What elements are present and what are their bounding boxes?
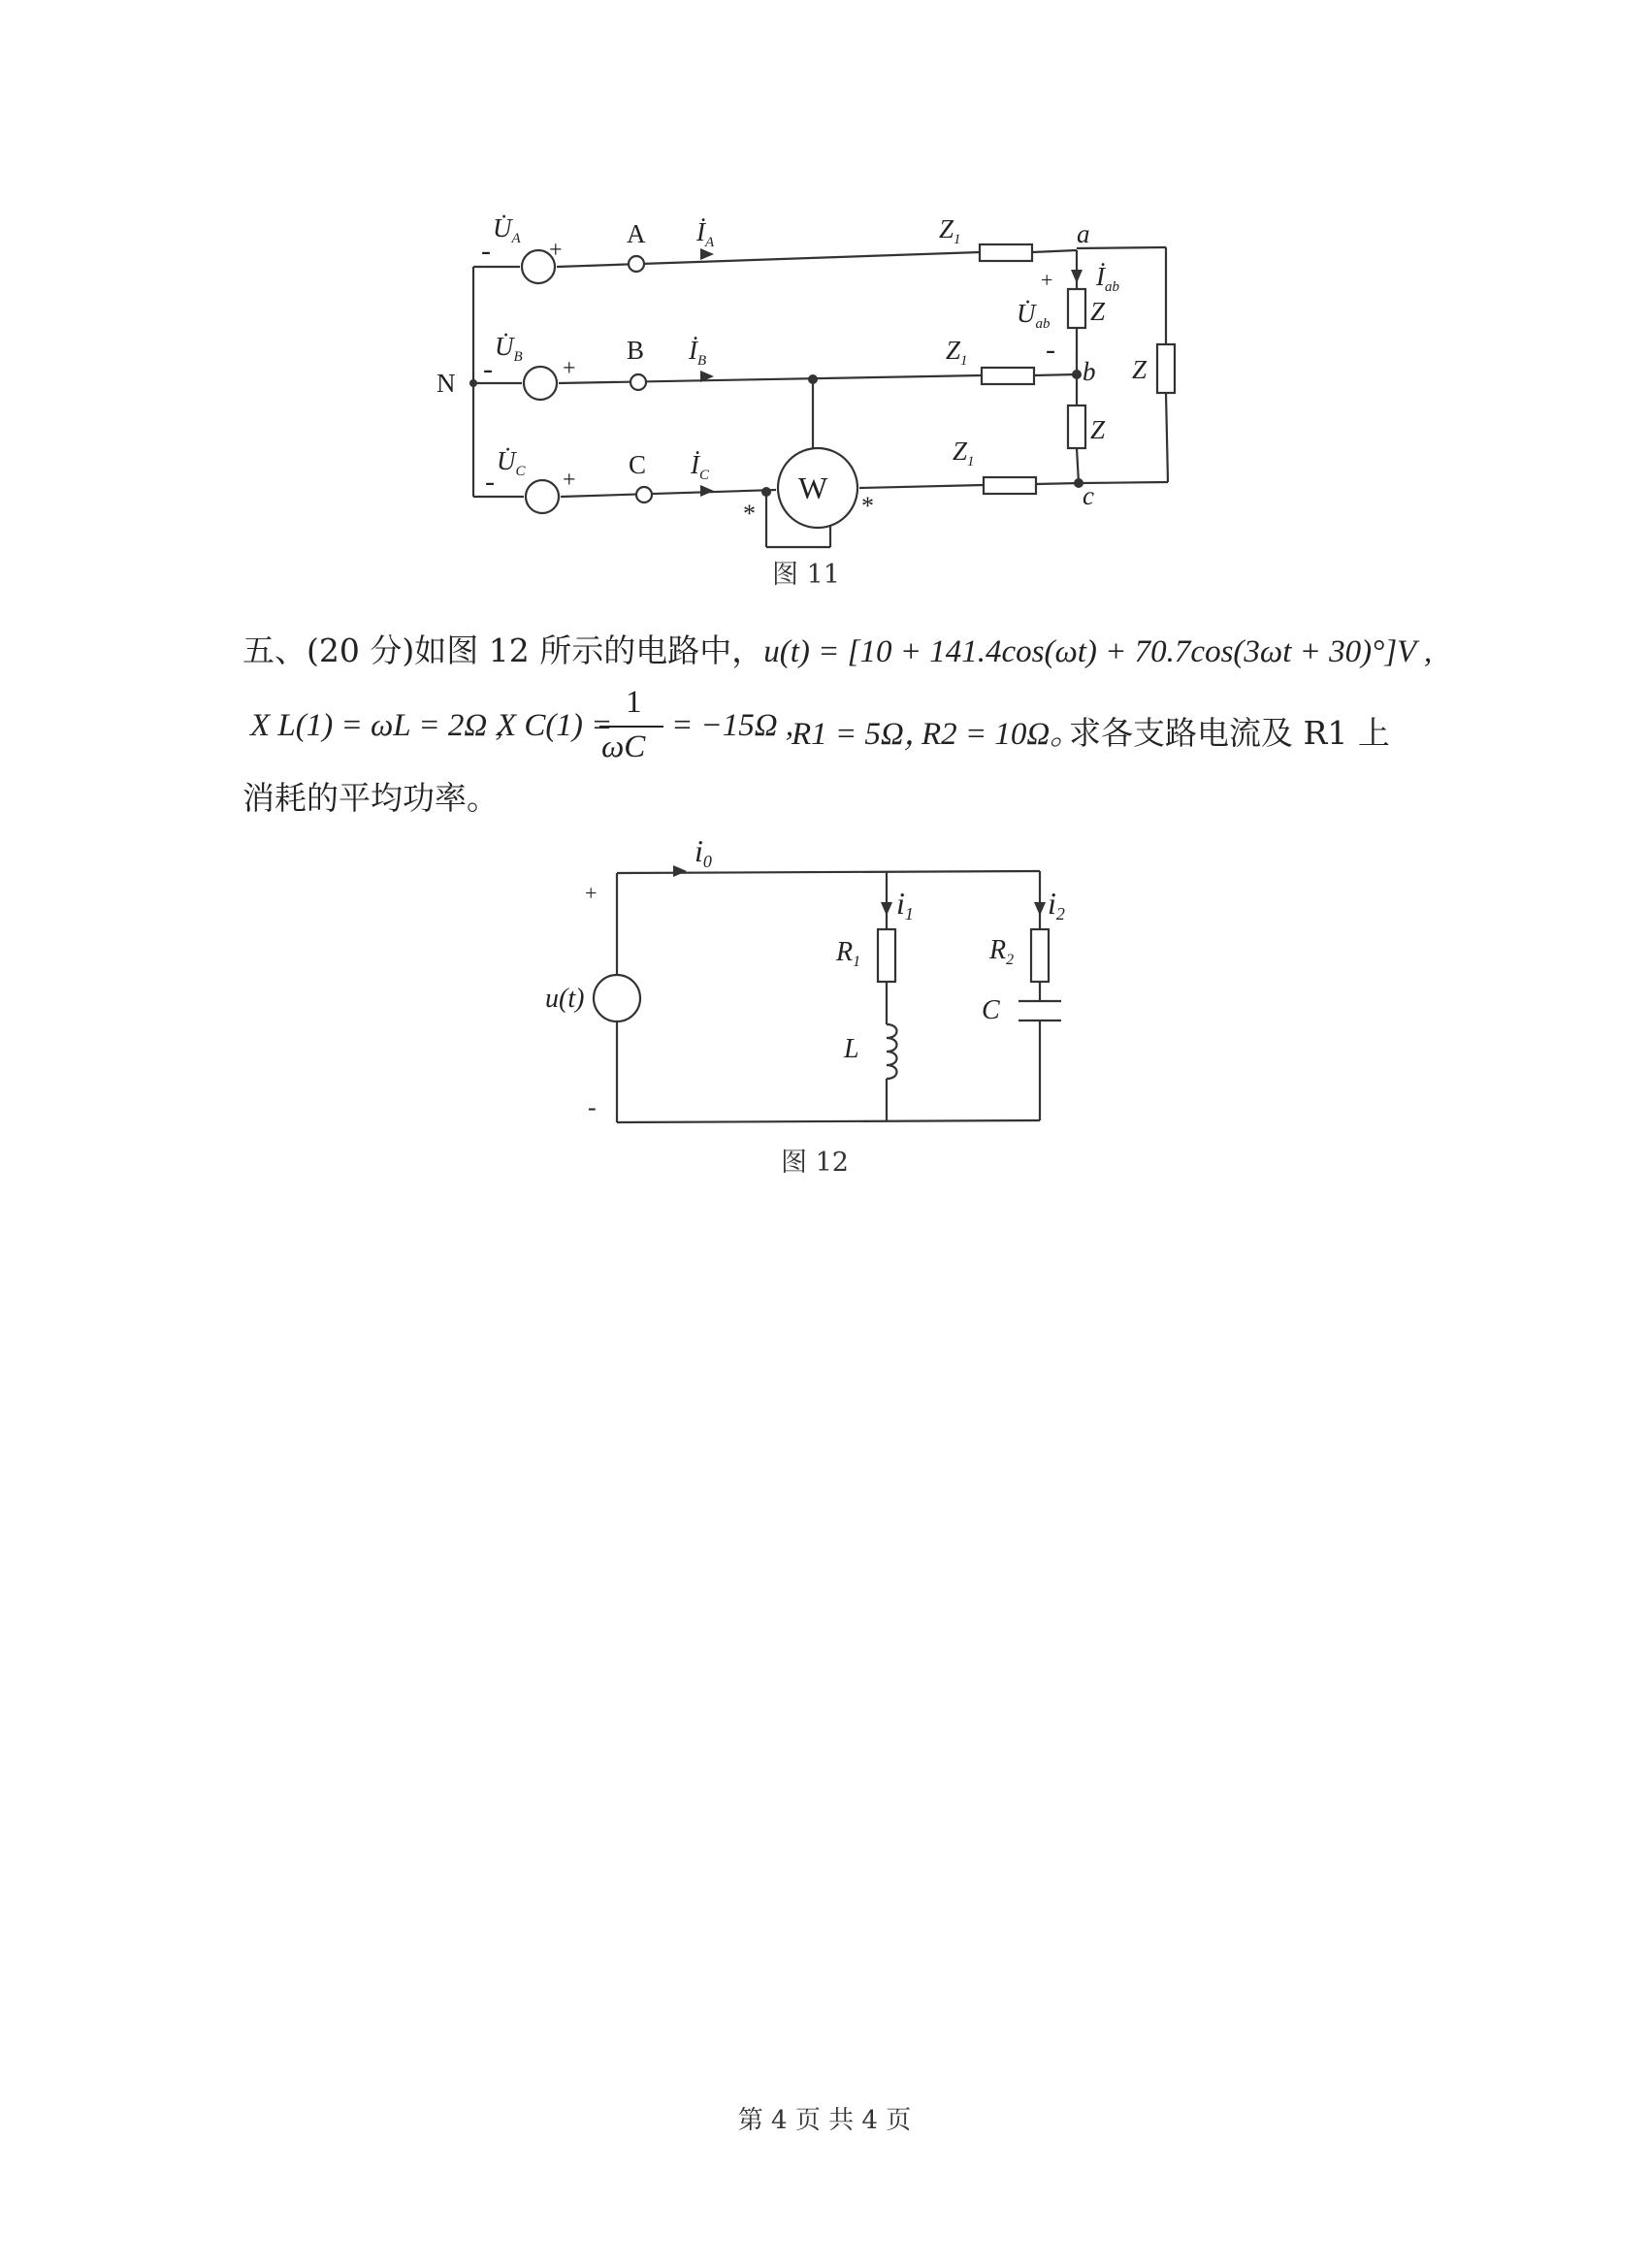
svg-text:*: * bbox=[861, 492, 874, 520]
formula-xl: X L(1) = ωL = 2Ω , bbox=[250, 708, 503, 743]
z1-c-label: $Z_1$ bbox=[953, 437, 975, 470]
z-ab-label: Z bbox=[1090, 297, 1106, 326]
source-b-label: $U̇_B$ bbox=[495, 332, 523, 365]
z1-a-label: $Z_1$ bbox=[939, 214, 961, 247]
node-a-label: a bbox=[1077, 219, 1090, 248]
source-u-label: u(t) bbox=[545, 984, 585, 1014]
z1-b-label: $Z_1$ bbox=[946, 336, 968, 369]
svg-text:*: * bbox=[743, 500, 756, 528]
svg-text:+: + bbox=[1041, 268, 1053, 292]
r1-label: $R_1$ bbox=[836, 937, 861, 970]
page-footer: 第 4 页 共 4 页 bbox=[737, 2106, 912, 2135]
svg-text:+: + bbox=[549, 238, 563, 263]
svg-text:-: - bbox=[485, 466, 495, 498]
source-c-label: $U̇_C$ bbox=[497, 446, 526, 479]
formula-xc-left: X C(1) = bbox=[497, 708, 613, 743]
svg-text:+: + bbox=[585, 881, 598, 905]
current-c-label: $İ_C$ bbox=[691, 450, 710, 483]
formula-r1: R1 = 5Ω， bbox=[792, 717, 936, 752]
current-b-label: $İ_B$ bbox=[689, 336, 707, 369]
inductor-label: L bbox=[844, 1034, 859, 1064]
current-i1-label: i1 bbox=[896, 886, 914, 923]
formula-r2: R2 = 10Ω。 bbox=[922, 717, 1083, 752]
current-i0-label: i0 bbox=[695, 833, 712, 871]
figure-12-caption: 图 12 bbox=[781, 1148, 849, 1178]
svg-text:-: - bbox=[588, 1093, 597, 1121]
neutral-label: N bbox=[436, 369, 456, 398]
phase-a-label: A bbox=[627, 219, 646, 248]
formula-xc-right: = −15Ω , bbox=[671, 708, 794, 743]
problem-5-intro: 五、(20 分)如图 12 所示的电路中， bbox=[242, 632, 764, 669]
r2-label: $R_2$ bbox=[989, 935, 1015, 968]
svg-text:-: - bbox=[483, 353, 493, 385]
svg-text:+: + bbox=[563, 468, 576, 493]
problem-5-line-3: 消耗的平均功率。 bbox=[242, 779, 499, 817]
capacitor-label: C bbox=[982, 995, 1000, 1025]
formula-u: u(t) = [10 + 141.4cos(ωt) + 70.7cos(3ωt + 30)°]V , bbox=[763, 634, 1433, 669]
svg-text:-: - bbox=[1046, 334, 1055, 366]
phase-b-label: B bbox=[627, 336, 645, 365]
current-a-label: $İ_A$ bbox=[696, 217, 715, 250]
figure-11-caption: 图 11 bbox=[772, 560, 840, 590]
z-bc-label: Z bbox=[1090, 415, 1106, 444]
svg-text:-: - bbox=[481, 235, 491, 267]
fraction-denominator: ωC bbox=[601, 729, 646, 764]
wattmeter-label: W bbox=[798, 470, 828, 505]
uab-label: $U̇_{ab}$ bbox=[1017, 299, 1051, 332]
source-a-label: $U̇_A$ bbox=[493, 213, 521, 246]
z-ca-label: Z bbox=[1132, 355, 1148, 384]
current-i2-label: i2 bbox=[1048, 886, 1065, 923]
phase-c-label: C bbox=[629, 450, 647, 479]
question-tail: 求各支路电流及 R1 上 bbox=[1069, 714, 1390, 752]
svg-text:+: + bbox=[563, 356, 576, 381]
fraction-numerator: 1 bbox=[626, 685, 642, 720]
node-b-label: b bbox=[1083, 357, 1096, 386]
node-c-label: c bbox=[1083, 481, 1094, 510]
iab-label: $İ_{ab}$ bbox=[1096, 262, 1119, 295]
